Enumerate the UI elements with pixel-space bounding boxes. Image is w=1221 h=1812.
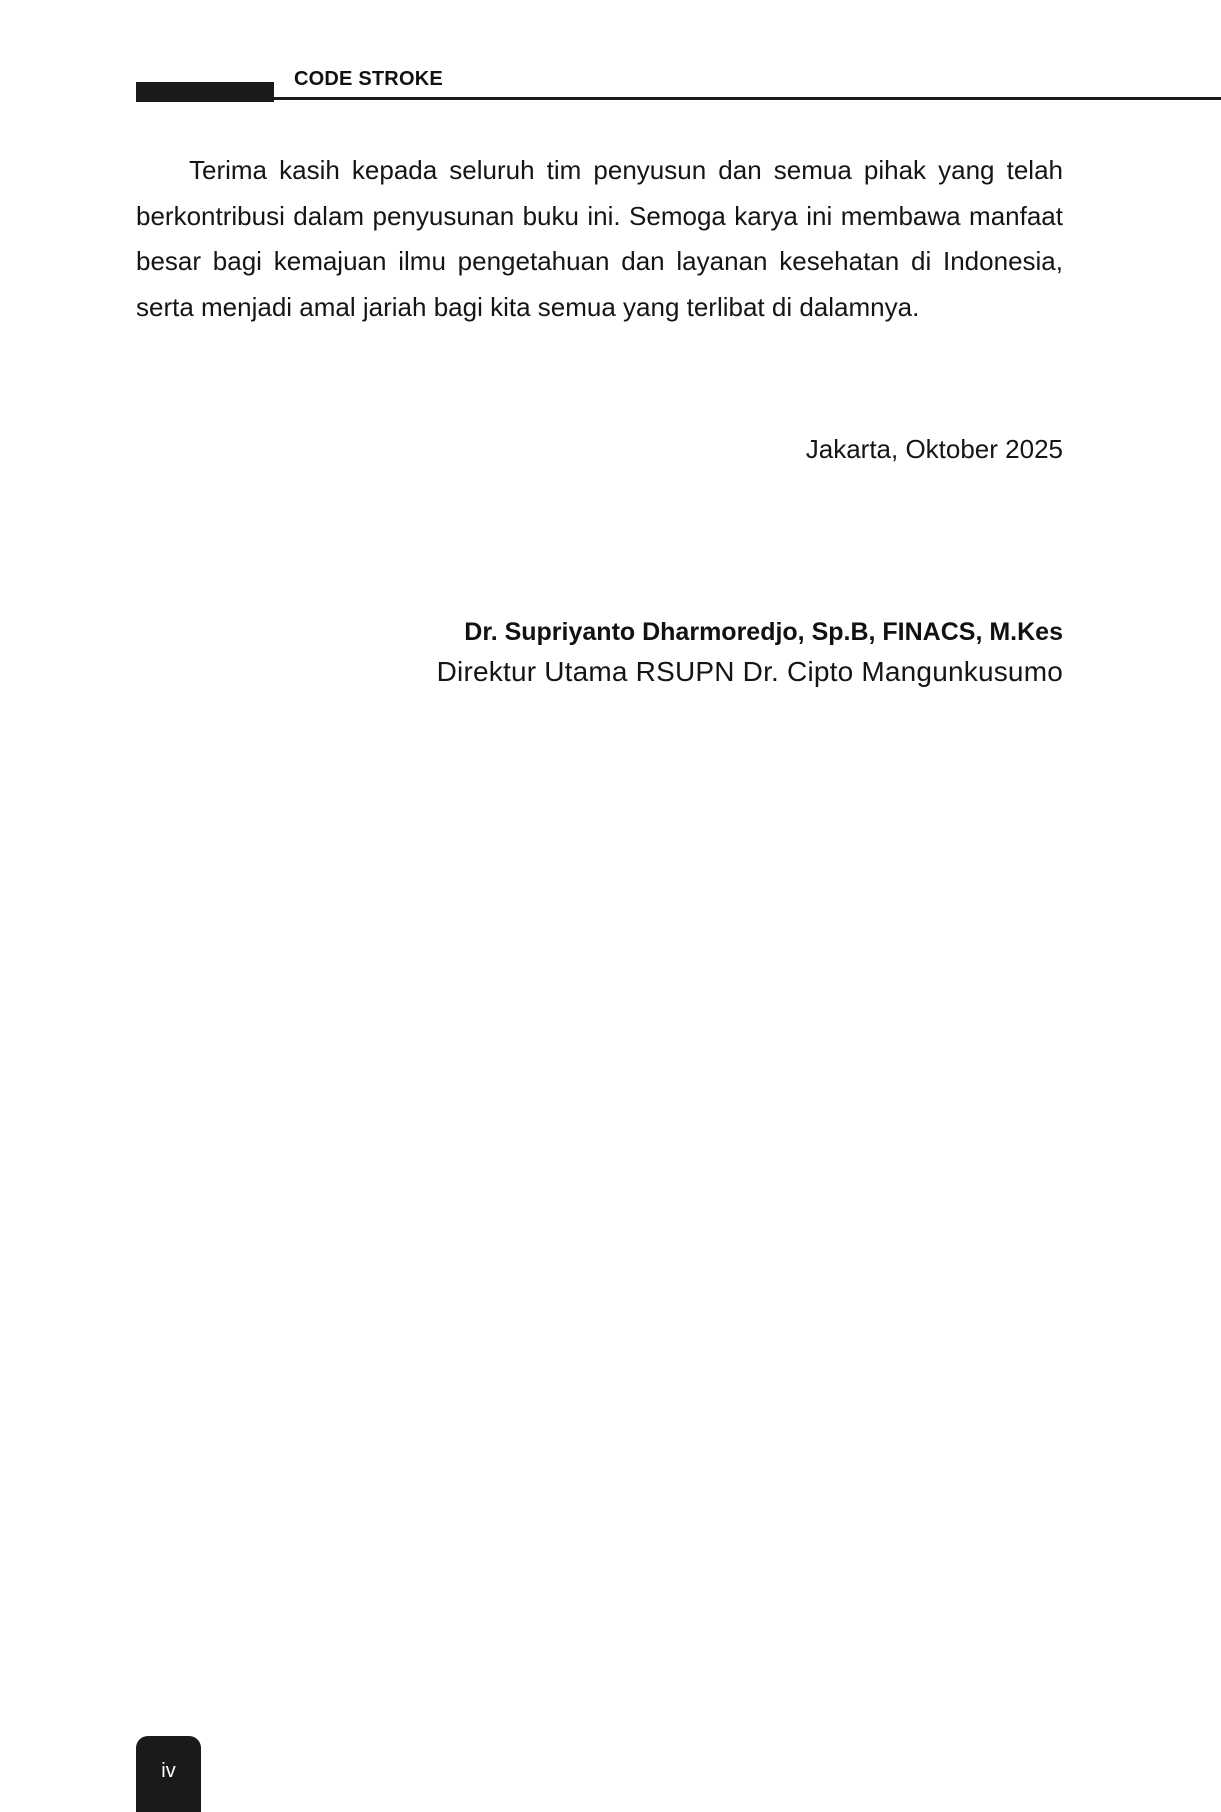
header-rule <box>136 97 1221 100</box>
signatory-role: Direktur Utama RSUPN Dr. Cipto Mangunkusumo <box>436 656 1063 687</box>
signatory-name: Dr. Supriyanto Dharmoredjo, Sp.B, FINACS, M.Kes <box>464 618 1063 646</box>
signature-block <box>437 614 1063 694</box>
page-number: iv <box>161 1760 176 1782</box>
place-date: Jakarta, Oktober 2025 <box>805 434 1063 464</box>
body-paragraph: Terima kasih kepada seluruh tim penyusun dan semua pihak yang telah berkontribusi dalam penyusunan buku ini. Semoga karya ini membawa manfaat besar bagi kemajuan ilmu pengetahuan dan layanan kesehatan di Indonesia, serta menjadi amal jariah bagi kita semua yang terlibat di dalamnya. <box>136 155 1063 322</box>
page-number-tab <box>136 1736 201 1812</box>
running-title: CODE STROKE <box>294 68 443 90</box>
